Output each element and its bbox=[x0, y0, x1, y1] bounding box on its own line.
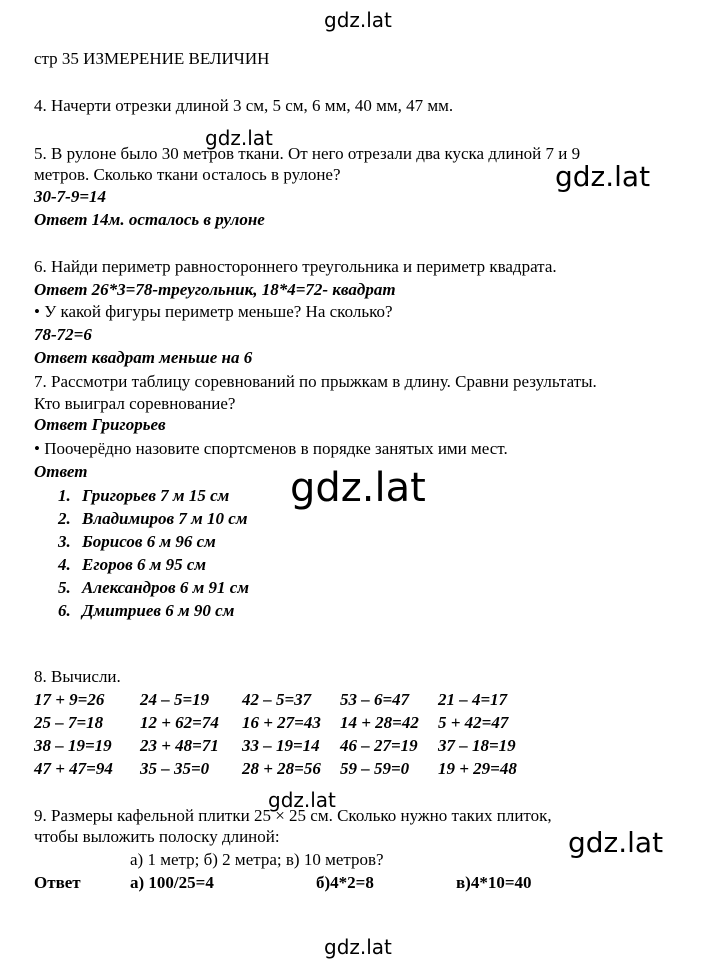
task8-title: 8. Вычисли. bbox=[34, 667, 121, 686]
task7-question2: • Поочерёдно назовите спортсменов в порядке занятых ими мест. bbox=[34, 439, 508, 458]
task9-answer-b: б)4*2=8 bbox=[316, 873, 374, 892]
task5-line2: метров. Сколько ткани осталось в рулоне? bbox=[34, 165, 341, 184]
task6-answer2: Ответ квадрат меньше на 6 bbox=[34, 348, 253, 367]
watermark-center: gdz.lat bbox=[290, 465, 426, 511]
list-item: 1. Григорьев 7 м 15 см bbox=[58, 486, 230, 505]
list-item: 5. Александров 6 м 91 см bbox=[58, 578, 249, 597]
task9-answer-c: в)4*10=40 bbox=[456, 873, 532, 892]
task7-answer-label: Ответ bbox=[34, 462, 88, 481]
task9-line2: чтобы выложить полоску длиной: bbox=[34, 827, 280, 846]
task7-line2: Кто выиграл соревнование? bbox=[34, 394, 236, 413]
task9-answer-a: а) 100/25=4 bbox=[130, 873, 214, 892]
watermark-top: gdz.lat bbox=[324, 8, 392, 32]
task6-answer: Ответ 26*3=78-треугольник, 18*4=72- квадрат bbox=[34, 280, 396, 299]
task9-answer-label: Ответ bbox=[34, 873, 81, 892]
task5-calc: 30-7-9=14 bbox=[34, 187, 107, 206]
task9-line1: 9. Размеры кафельной плитки 25 × 25 см. Сколько нужно таких плиток, bbox=[34, 806, 552, 825]
task5-line1: 5. В рулоне было 30 метров ткани. От него отрезали два куска длиной 7 и 9 bbox=[34, 144, 581, 163]
task6-question: 6. Найди периметр равностороннего треугольника и периметр квадрата. bbox=[34, 257, 557, 276]
task7-answer: Ответ Григорьев bbox=[34, 415, 166, 434]
watermark-mid-1: gdz.lat bbox=[205, 126, 273, 150]
task4-text: 4. Начерти отрезки длиной 3 см, 5 см, 6 мм, 40 мм, 47 мм. bbox=[34, 96, 454, 115]
list-item: 3. Борисов 6 м 96 см bbox=[58, 532, 216, 551]
page-header: стр 35 ИЗМЕРЕНИЕ ВЕЛИЧИН bbox=[34, 49, 270, 68]
watermark-mid-4: gdz.lat bbox=[568, 826, 664, 859]
task6-question2: • У какой фигуры периметр меньше? На сколько? bbox=[34, 302, 393, 321]
list-item: 4. Егоров 6 м 95 см bbox=[58, 555, 207, 574]
watermark-mid-2: gdz.lat bbox=[555, 160, 651, 193]
task9-line3: а) 1 метр; б) 2 метра; в) 10 метров? bbox=[130, 850, 384, 869]
list-item: 6. Дмитриев 6 м 90 см bbox=[58, 601, 235, 620]
ranking-list bbox=[58, 484, 249, 622]
watermark-mid-3: gdz.lat bbox=[268, 788, 336, 812]
task5-answer: Ответ 14м. осталось в рулоне bbox=[34, 210, 265, 229]
task6-calc: 78-72=6 bbox=[34, 325, 92, 344]
watermark-bottom: gdz.lat bbox=[324, 935, 392, 959]
list-item: 2. Владимиров 7 м 10 см bbox=[58, 509, 248, 528]
task7-line1: 7. Рассмотри таблицу соревнований по прыжкам в длину. Сравни результаты. bbox=[34, 372, 597, 391]
